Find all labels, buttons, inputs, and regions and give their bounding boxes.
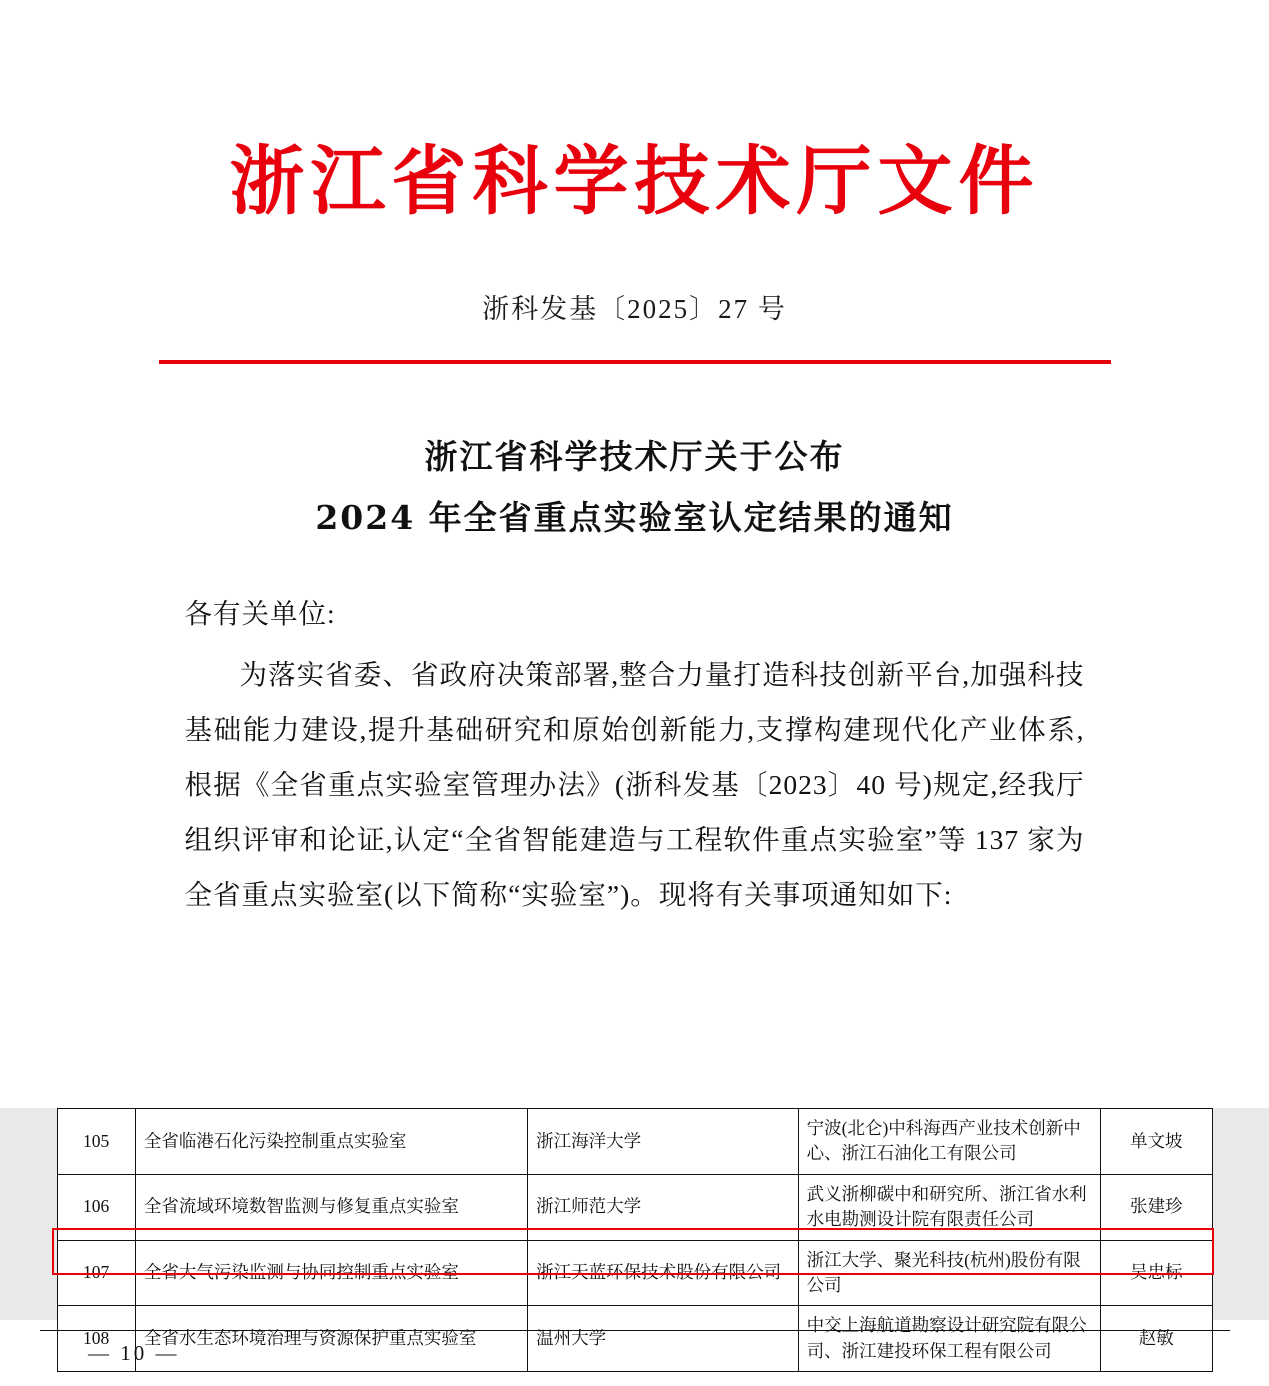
row-joint-institutions: 武义浙柳碳中和研究所、浙江省水利水电勘测设计院有限责任公司 <box>798 1174 1100 1240</box>
row-host-institution: 浙江师范大学 <box>528 1174 799 1240</box>
document-header <box>0 0 1269 364</box>
row-host-institution: 温州大学 <box>528 1306 799 1372</box>
page-number: — 10 — <box>88 1341 180 1365</box>
row-number: 107 <box>57 1240 135 1306</box>
row-host-institution: 浙江天蓝环保技术股份有限公司 <box>528 1240 799 1306</box>
table-row <box>57 1174 1212 1240</box>
red-divider-rule <box>159 360 1111 364</box>
row-number: 108 <box>57 1306 135 1372</box>
table-row-highlighted <box>57 1240 1212 1306</box>
row-joint-institutions: 浙江大学、聚光科技(杭州)股份有限公司 <box>798 1240 1100 1306</box>
row-laboratory-name: 全省流域环境数智监测与修复重点实验室 <box>135 1174 527 1240</box>
row-laboratory-name: 全省水生态环境治理与资源保护重点实验室 <box>135 1306 527 1372</box>
document-body <box>185 586 1085 922</box>
footer-divider <box>40 1330 1230 1331</box>
row-responsible-person: 吴忠标 <box>1100 1240 1212 1306</box>
row-laboratory-name: 全省临港石化污染控制重点实验室 <box>135 1109 527 1175</box>
row-responsible-person: 单文坡 <box>1100 1109 1212 1175</box>
document-number: 浙科发基〔2025〕27 号 <box>482 293 787 324</box>
row-responsible-person: 张建珍 <box>1100 1174 1212 1240</box>
document-footer <box>0 1330 1269 1366</box>
row-joint-institutions: 中交上海航道勘察设计研究院有限公司、浙江建投环保工程有限公司 <box>798 1306 1100 1372</box>
row-number: 105 <box>57 1109 135 1175</box>
notice-title-line-2: 2024 年全省重点实验室认定结果的通知 <box>315 497 954 537</box>
row-host-institution: 浙江海洋大学 <box>528 1109 799 1175</box>
notice-title <box>0 426 1269 548</box>
table-row <box>57 1109 1212 1175</box>
row-laboratory-name: 全省大气污染监测与协同控制重点实验室 <box>135 1240 527 1306</box>
issuing-organization-title: 浙江省科学技术厅文件 <box>229 137 1040 225</box>
notice-title-line-1: 浙江省科学技术厅关于公布 <box>424 436 845 476</box>
row-joint-institutions: 宁波(北仑)中科海西产业技术创新中心、浙江石油化工有限公司 <box>798 1109 1100 1175</box>
row-number: 106 <box>57 1174 135 1240</box>
body-paragraph-1: 为落实省委、省政府决策部署,整合力量打造科技创新平台,加强科技基础能力建设,提升基础研究和原始创新能力,支撑构建现代化产业体系,根据《全省重点实验室管理办法》(浙科发基〔2023〕40 号)规定,经我厅组织评审和论证,认定“全省智能建造与工程软件重点实验室”等 137 家为全省重点实验室(以下简称“实验室”)。现将有关事项通知如下: <box>184 658 1085 910</box>
salutation: 各有关单位: <box>184 597 336 629</box>
row-responsible-person: 赵敏 <box>1100 1306 1212 1372</box>
